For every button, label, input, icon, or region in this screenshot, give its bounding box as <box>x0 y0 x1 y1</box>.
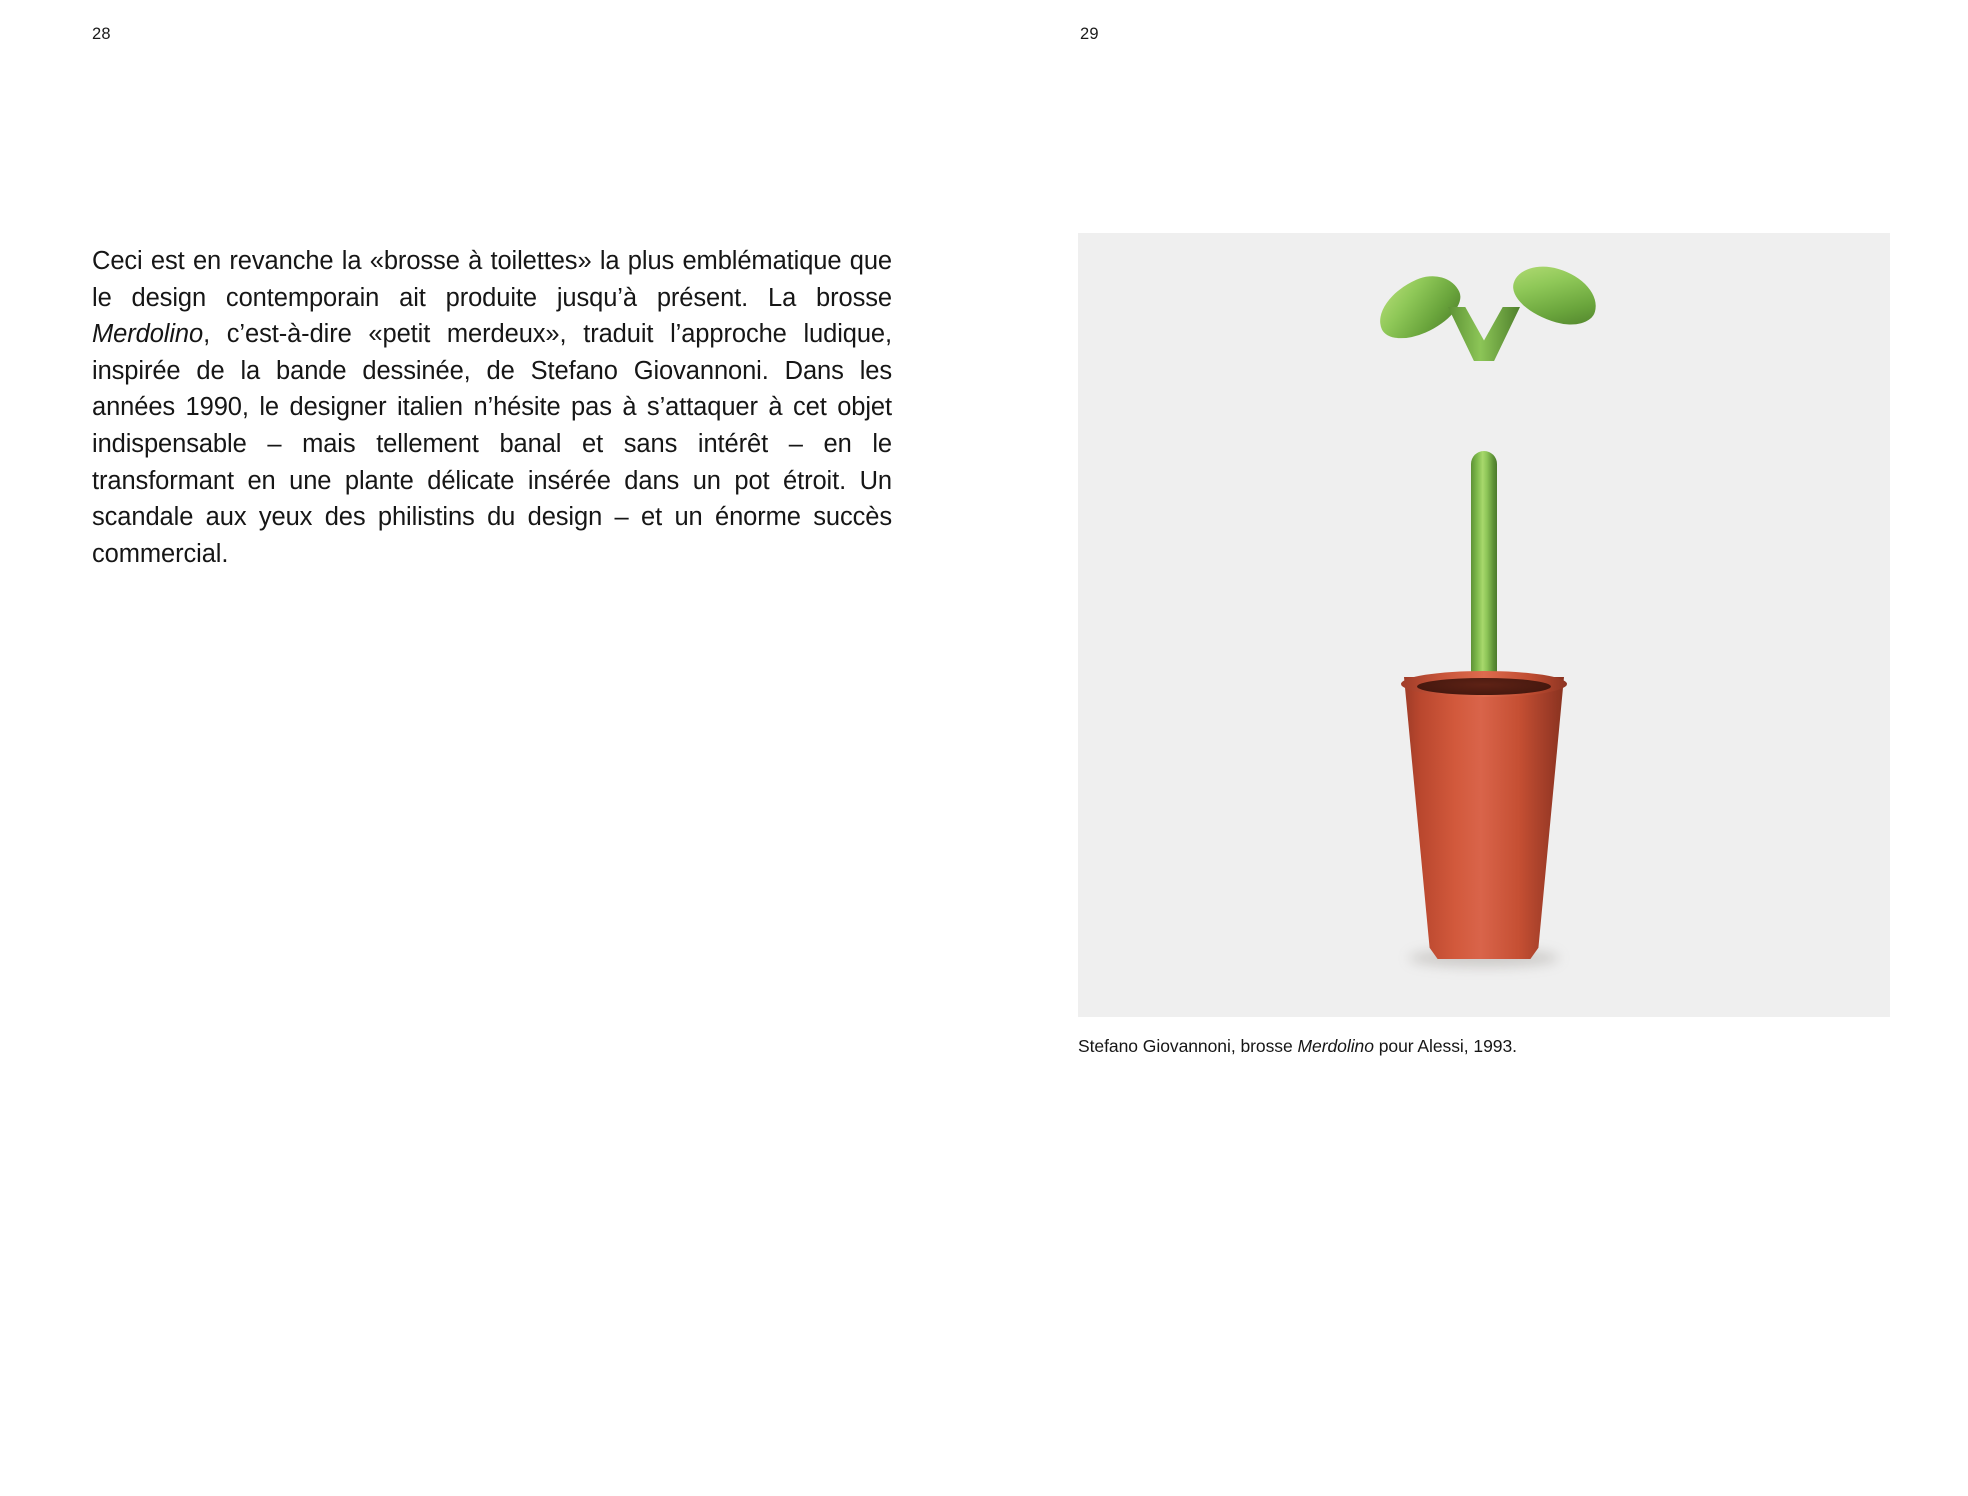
figure-image-frame <box>1078 233 1890 1017</box>
leaf-right-icon <box>1506 258 1603 332</box>
figure-merdolino <box>1078 233 1890 1058</box>
pot-interior <box>1417 678 1551 695</box>
folio-left: 28 <box>92 25 111 43</box>
body-paragraph: Ceci est en revanche la «brosse à toilettes» la plus emblématique que le design contemporain ait produite jusqu’à présent. La brosse Merdolino, c’est-à-dire «petit merdeux», traduit l’approche ludique, inspirée de la bande dessinée, de Stefano Giovannoni. Dans les années 1990, le designer italien n’hésite pas à s’attaquer à cet objet indispensable – mais tellement banal et sans intérêt – en le transformant en une plante délicate insérée dans un pot étroit. Un scandale aux yeux des philistins du design – et un énorme succès commercial. <box>92 247 892 568</box>
pot-body <box>1404 677 1564 959</box>
merdolino-illustration <box>1354 233 1614 1017</box>
flower-pot <box>1404 677 1564 959</box>
leaf-junction <box>1448 307 1520 361</box>
figure-caption: Stefano Giovannoni, brosse Merdolino pour Alessi, 1993. <box>1078 1036 1517 1056</box>
body-text-column <box>92 243 892 572</box>
folio-right: 29 <box>1080 25 1099 43</box>
